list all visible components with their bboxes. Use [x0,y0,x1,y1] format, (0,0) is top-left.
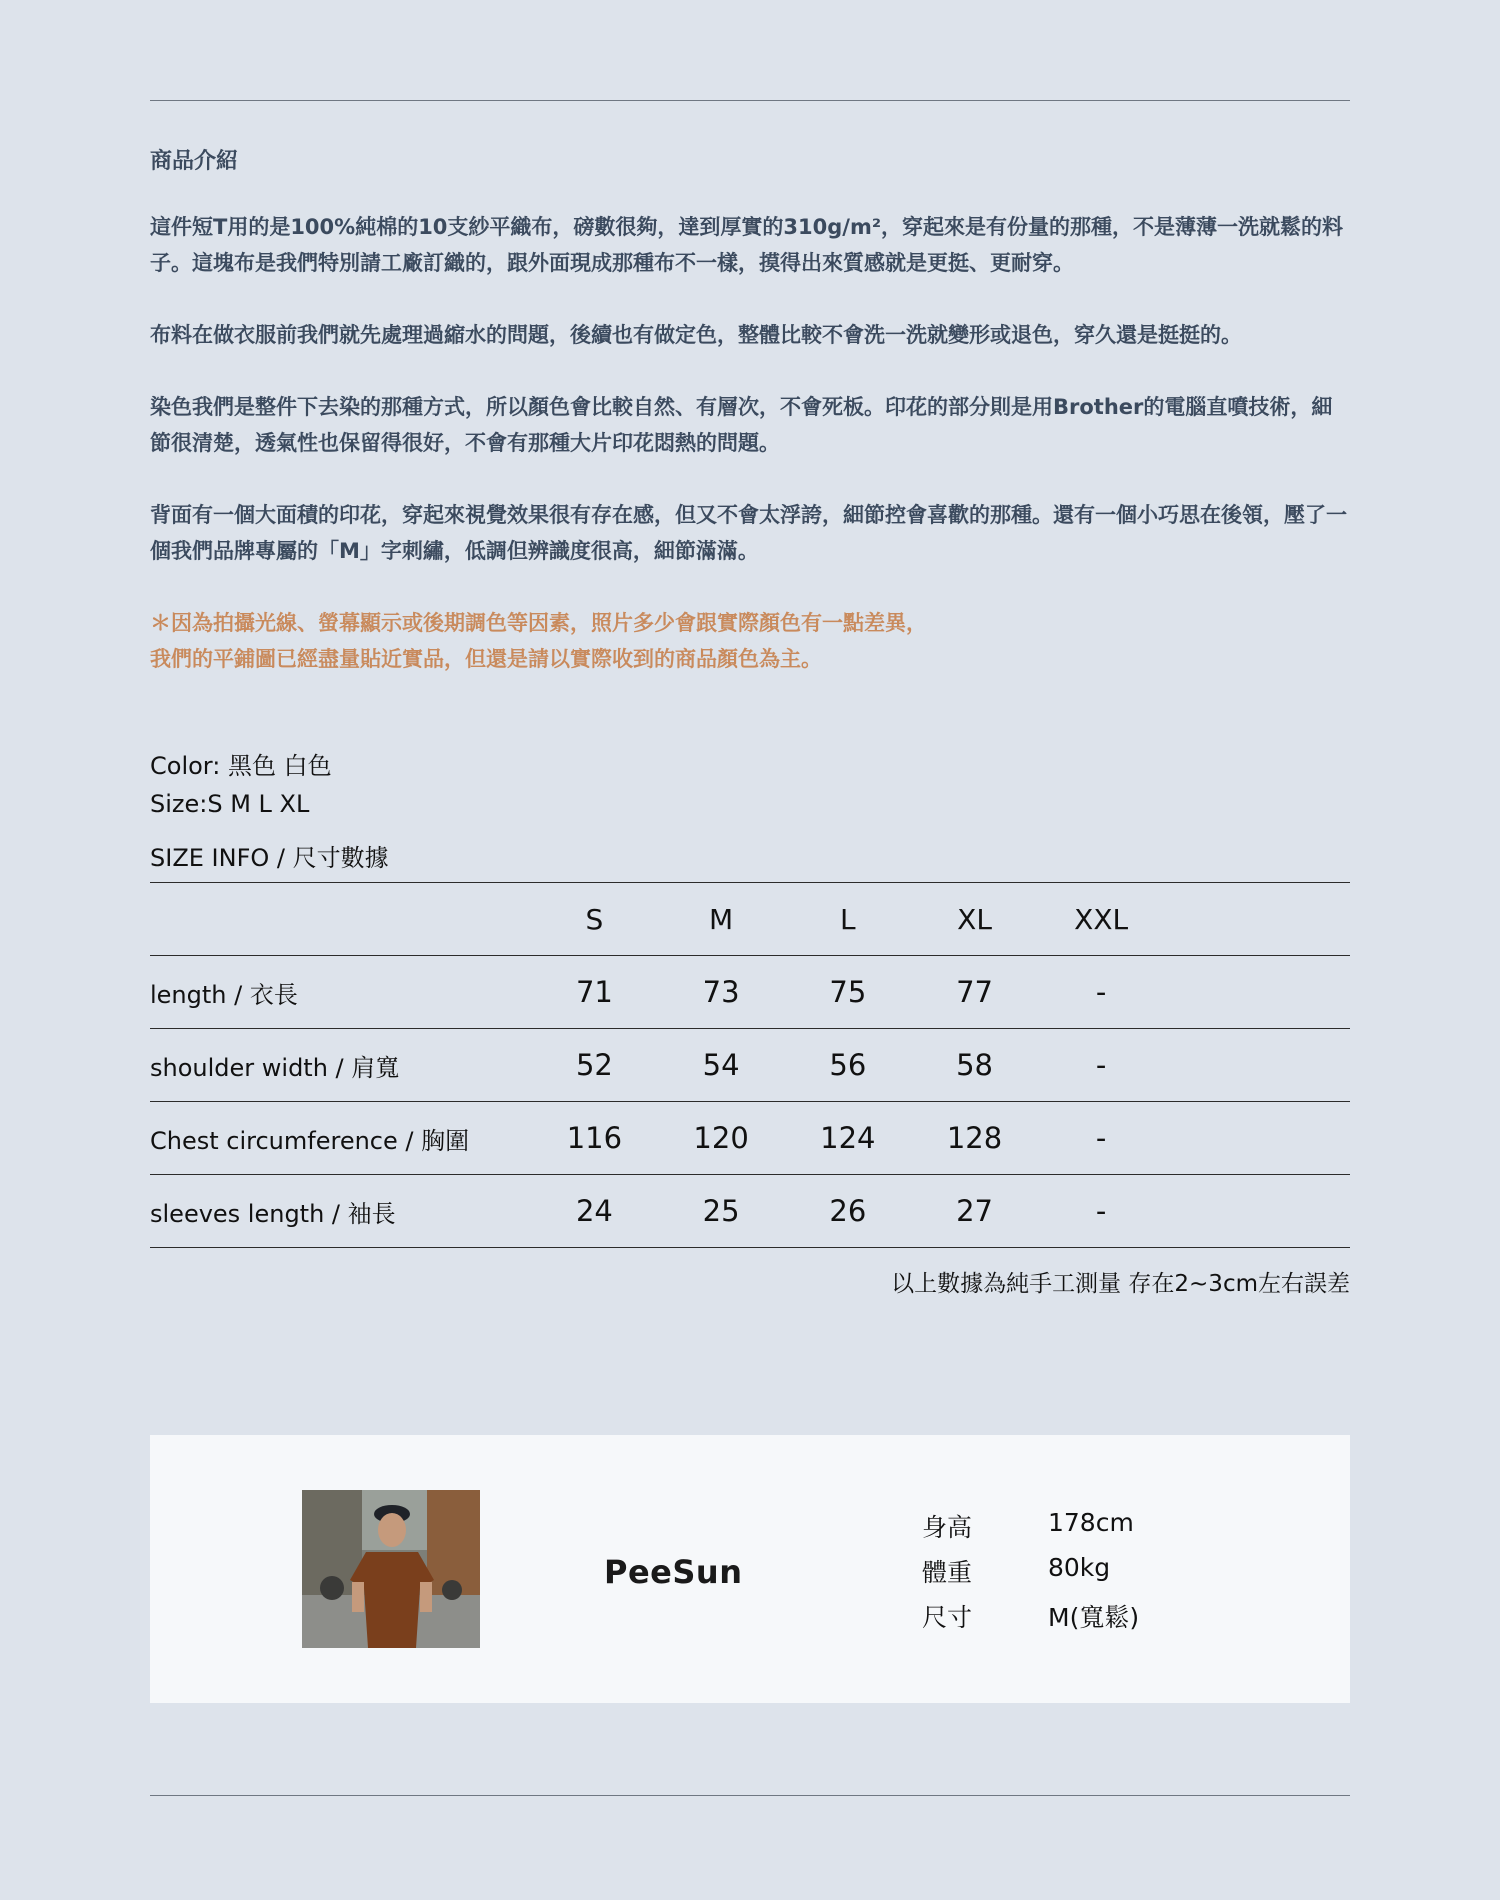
description-paragraph: 這件短T用的是100%純棉的10支紗平織布，磅數很夠，達到厚實的310g/m²，穿起來是有份量的那種，不是薄薄一洗就鬆的料子。這塊布是我們特別請工廠訂織的，跟外面現成那種布不一樣，摸得出來質感就是更挺、更耐穿。 [150,215,1344,275]
description-paragraph: 布料在做衣服前我們就先處理過縮水的問題，後續也有做定色，整體比較不會洗一洗就變形或退色，穿久還是挺挺的。 [150,323,1242,347]
cell-value: 116 [531,1102,658,1175]
cell-value: 124 [784,1102,911,1175]
brand-logo: PeeSun [604,1553,743,1591]
header-size-s: S [531,883,658,956]
header-size-m: M [658,883,785,956]
cell-value: 27 [911,1175,1038,1248]
table-header-blank [150,883,531,956]
disclaimer-line: 我們的平鋪圖已經盡量貼近實品，但還是請以實際收到的商品顏色為主。 [150,647,822,671]
cell-value: 56 [784,1029,911,1102]
cell-value: 25 [658,1175,785,1248]
model-photo [302,1490,480,1648]
stat-value: 80kg [1048,1553,1111,1582]
cell-value: 58 [911,1029,1038,1102]
description-paragraph: 背面有一個大面積的印花，穿起來視覺效果很有存在感，但又不會太浮誇，細節控會喜歡的那種。還有一個小巧思在後領，壓了一個我們品牌專屬的「M」字刺繡，低調但辨識度很高，細節滿滿。 [150,503,1347,563]
row-label: Chest circumference / 胸圍 [150,1102,531,1175]
color-disclaimer [150,605,1350,677]
bottom-divider [150,1795,1350,1796]
disclaimer-line: ＊因為拍攝光線、螢幕顯示或後期調色等因素，照片多少會跟實際顏色有一點差異， [150,611,927,635]
cell-value: 26 [784,1175,911,1248]
stat-key: 體重 [922,1558,973,1587]
cell-value: 128 [911,1102,1038,1175]
table-spacer [1164,883,1350,956]
table-row [150,1102,1350,1175]
header-size-l: L [784,883,911,956]
cell-value: 77 [911,956,1038,1029]
table-row [150,1175,1350,1248]
size-chart-table [150,882,1350,1248]
row-label: length / 衣長 [150,956,531,1029]
table-header-row [150,883,1350,956]
cell-value: 52 [531,1029,658,1102]
model-photo-image [302,1490,480,1648]
table-row [150,1029,1350,1102]
table-spacer [1164,1029,1350,1102]
size-info-title: SIZE INFO / 尺寸數據 [150,844,389,872]
cell-value: - [1038,1102,1165,1175]
product-description [150,144,1350,713]
cell-value: 54 [658,1029,785,1102]
cell-value: - [1038,956,1165,1029]
cell-value: - [1038,1029,1165,1102]
stat-value: M(寬鬆) [1048,1603,1140,1632]
model-info-card [150,1435,1350,1703]
stat-row [922,1508,1139,1553]
measurement-footnote: 以上數據為純手工測量 存在2~3cm左右誤差 [891,1271,1350,1297]
top-divider [150,100,1350,101]
cell-value: 71 [531,956,658,1029]
cell-value: 75 [784,956,911,1029]
header-size-xl: XL [911,883,1038,956]
table-spacer [1164,956,1350,1029]
model-stats [922,1508,1139,1643]
color-options: Color: 黑色 白色 [150,752,332,780]
cell-value: 73 [658,956,785,1029]
size-options: Size:S M L XL [150,790,310,818]
row-label: shoulder width / 肩寬 [150,1029,531,1102]
stat-key: 身高 [922,1513,973,1542]
header-size-xxl: XXL [1038,883,1165,956]
stat-key: 尺寸 [922,1603,973,1632]
description-paragraph: 染色我們是整件下去染的那種方式，所以顏色會比較自然、有層次，不會死板。印花的部分則是用Brother的電腦直噴技術，細節很清楚，透氣性也保留得很好，不會有那種大片印花悶熱的問題。 [150,395,1333,455]
table-spacer [1164,1102,1350,1175]
stat-value: 178cm [1048,1508,1134,1537]
cell-value: - [1038,1175,1165,1248]
row-label: sleeves length / 袖長 [150,1175,531,1248]
cell-value: 24 [531,1175,658,1248]
section-heading: 商品介紹 [150,149,239,174]
table-row [150,956,1350,1029]
stat-row [922,1598,1139,1643]
table-spacer [1164,1175,1350,1248]
cell-value: 120 [658,1102,785,1175]
stat-row [922,1553,1139,1598]
